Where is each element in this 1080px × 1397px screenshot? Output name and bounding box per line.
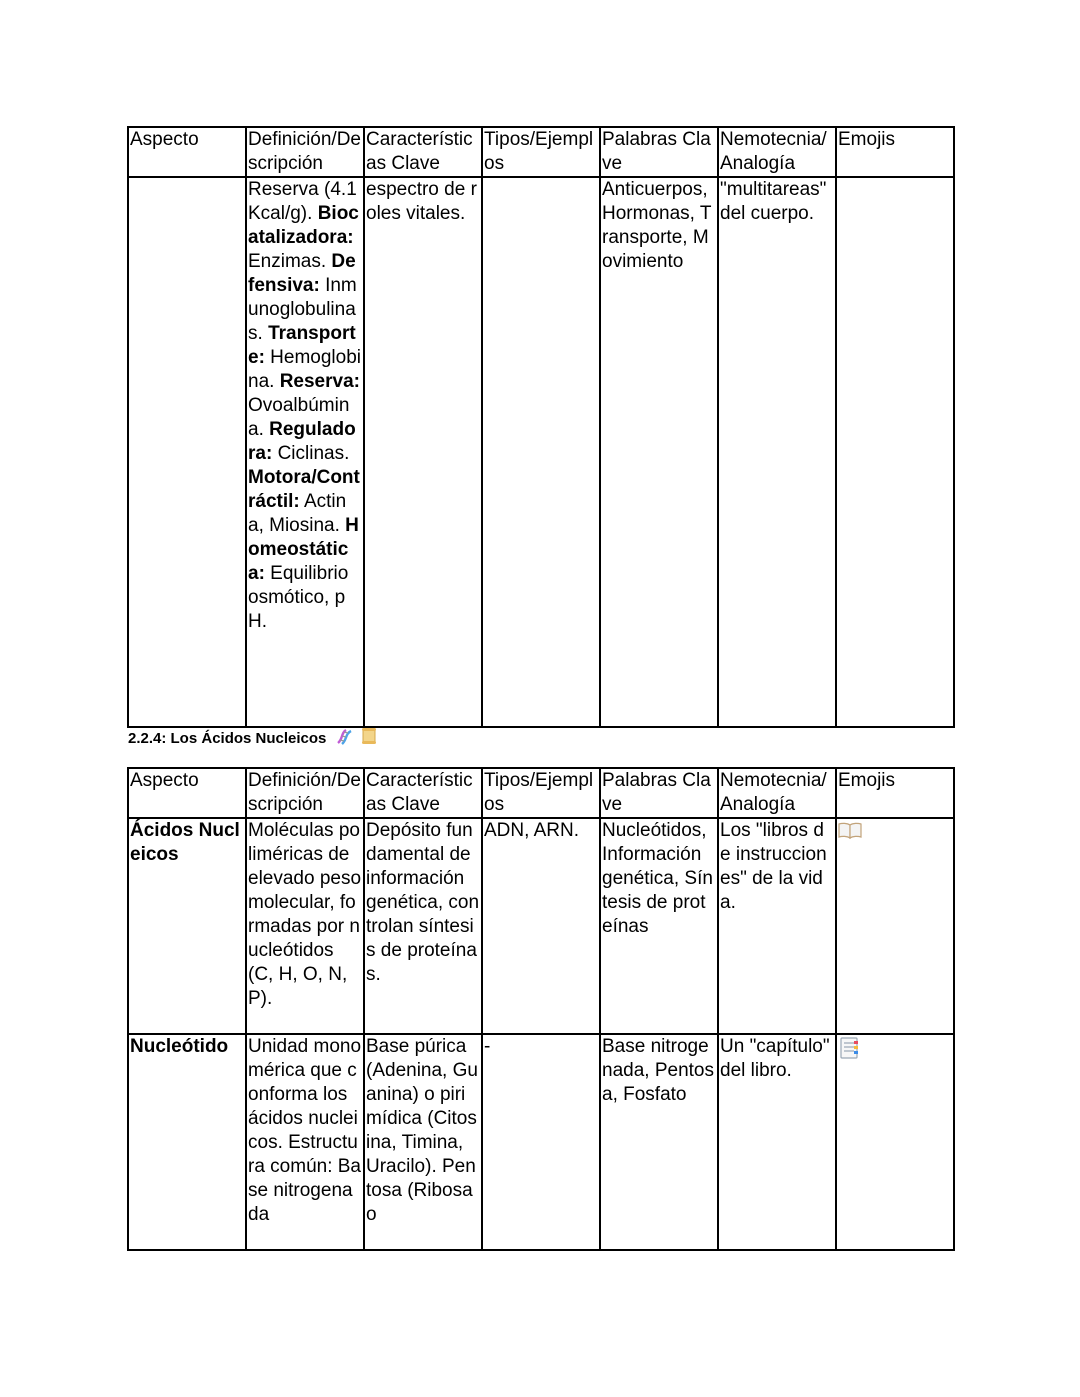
definition-text: Hemoglobina. — [248, 347, 362, 392]
header-types: Tipos/Ejemplos — [482, 127, 600, 177]
header-characteristics: Características Clave — [364, 127, 482, 177]
cell-characteristics: Depósito fundamental de información genética, controlan síntesis de proteínas. — [364, 818, 482, 1034]
proteins-table-continued — [127, 126, 955, 728]
cell-mnemonic: Un "capítulo" del libro. — [718, 1034, 836, 1250]
definition-term: Reserva: — [279, 371, 360, 392]
cell-keywords: Nucleótidos, Información genética, Síntesis de proteínas — [600, 818, 718, 1034]
cell-emoji — [836, 1034, 954, 1250]
definition-text: Actina, Miosina. — [248, 491, 347, 536]
cell-types: - — [482, 1034, 600, 1250]
cell-aspect — [128, 177, 246, 727]
cell-aspect — [128, 818, 246, 1034]
table-row — [128, 177, 954, 727]
header-types: Tipos/Ejemplos — [482, 768, 600, 818]
cell-keywords: Anticuerpos, Hormonas, Transporte, Movimiento — [600, 177, 718, 727]
cell-characteristics: espectro de roles vitales. — [364, 177, 482, 727]
header-emojis: Emojis — [836, 768, 954, 818]
cell-emoji — [836, 177, 954, 727]
header-keywords: Palabras Clave — [600, 768, 718, 818]
definition-text: Ciclinas. — [272, 443, 350, 464]
cell-keywords: Base nitrogenada, Pentosa, Fosfato — [600, 1034, 718, 1250]
aspect-label: Nucleótido — [130, 1036, 229, 1057]
header-definition: Definición/Descripción — [246, 768, 364, 818]
cell-aspect — [128, 1034, 246, 1250]
cell-mnemonic: "multitareas" del cuerpo. — [718, 177, 836, 727]
dna-icon — [335, 727, 355, 751]
header-aspect: Aspecto — [128, 127, 246, 177]
definition-text: Equilibrio osmótico, pH. — [248, 563, 349, 632]
header-aspect: Aspecto — [128, 768, 246, 818]
cell-mnemonic: Los "libros de instrucciones" de la vida. — [718, 818, 836, 1034]
header-keywords: Palabras Clave — [600, 127, 718, 177]
cell-emoji — [836, 818, 954, 1034]
section-title — [128, 727, 379, 751]
aspect-label: Ácidos Nucleicos — [130, 820, 240, 865]
header-mnemonic: Nemotecnia/Analogía — [718, 768, 836, 818]
definition-term: Defensiva: — [248, 251, 356, 296]
definition-text: Enzimas. — [248, 251, 332, 272]
definition-term: Biocatalizadora: — [248, 203, 359, 248]
open-book-icon — [838, 821, 862, 846]
table-header-row — [128, 768, 954, 818]
header-mnemonic: Nemotecnia/Analogía — [718, 127, 836, 177]
header-emojis: Emojis — [836, 127, 954, 177]
cell-characteristics: Base púrica (Adenina, Guanina) o pirimídica (Citosina, Timina, Uracilo). Pentosa (Ribosa o — [364, 1034, 482, 1250]
table-header-row — [128, 127, 954, 177]
definition-text: Inmunoglobulinas. — [248, 275, 357, 344]
cell-definition — [246, 177, 364, 727]
scroll-icon — [359, 727, 379, 751]
bookmark-tabs-icon — [838, 1037, 860, 1066]
definition-term: Transporte: — [248, 323, 356, 368]
cell-types: ADN, ARN. — [482, 818, 600, 1034]
cell-definition: Unidad monomérica que conforma los ácidos nucleicos. Estructura común: Base nitrogenada — [246, 1034, 364, 1250]
definition-term: Homeostática: — [248, 515, 359, 584]
definition-text: Ovoalbúmina. — [248, 395, 350, 440]
definition-term: Reguladora: — [248, 419, 356, 464]
header-characteristics: Características Clave — [364, 768, 482, 818]
cell-types — [482, 177, 600, 727]
header-definition: Definición/Descripción — [246, 127, 364, 177]
cell-definition: Moléculas poliméricas de elevado peso molecular, formadas por nucleótidos (C, H, O, N, P). — [246, 818, 364, 1034]
definition-term: Motora/Contráctil: — [248, 467, 360, 512]
section-title-text: 2.2.4: Los Ácidos Nucleicos — [128, 729, 327, 747]
table-row — [128, 818, 954, 1034]
definition-text: Reserva (4.1 Kcal/g). — [248, 179, 357, 224]
table-row — [128, 1034, 954, 1250]
nucleic-acids-table — [127, 767, 955, 1251]
